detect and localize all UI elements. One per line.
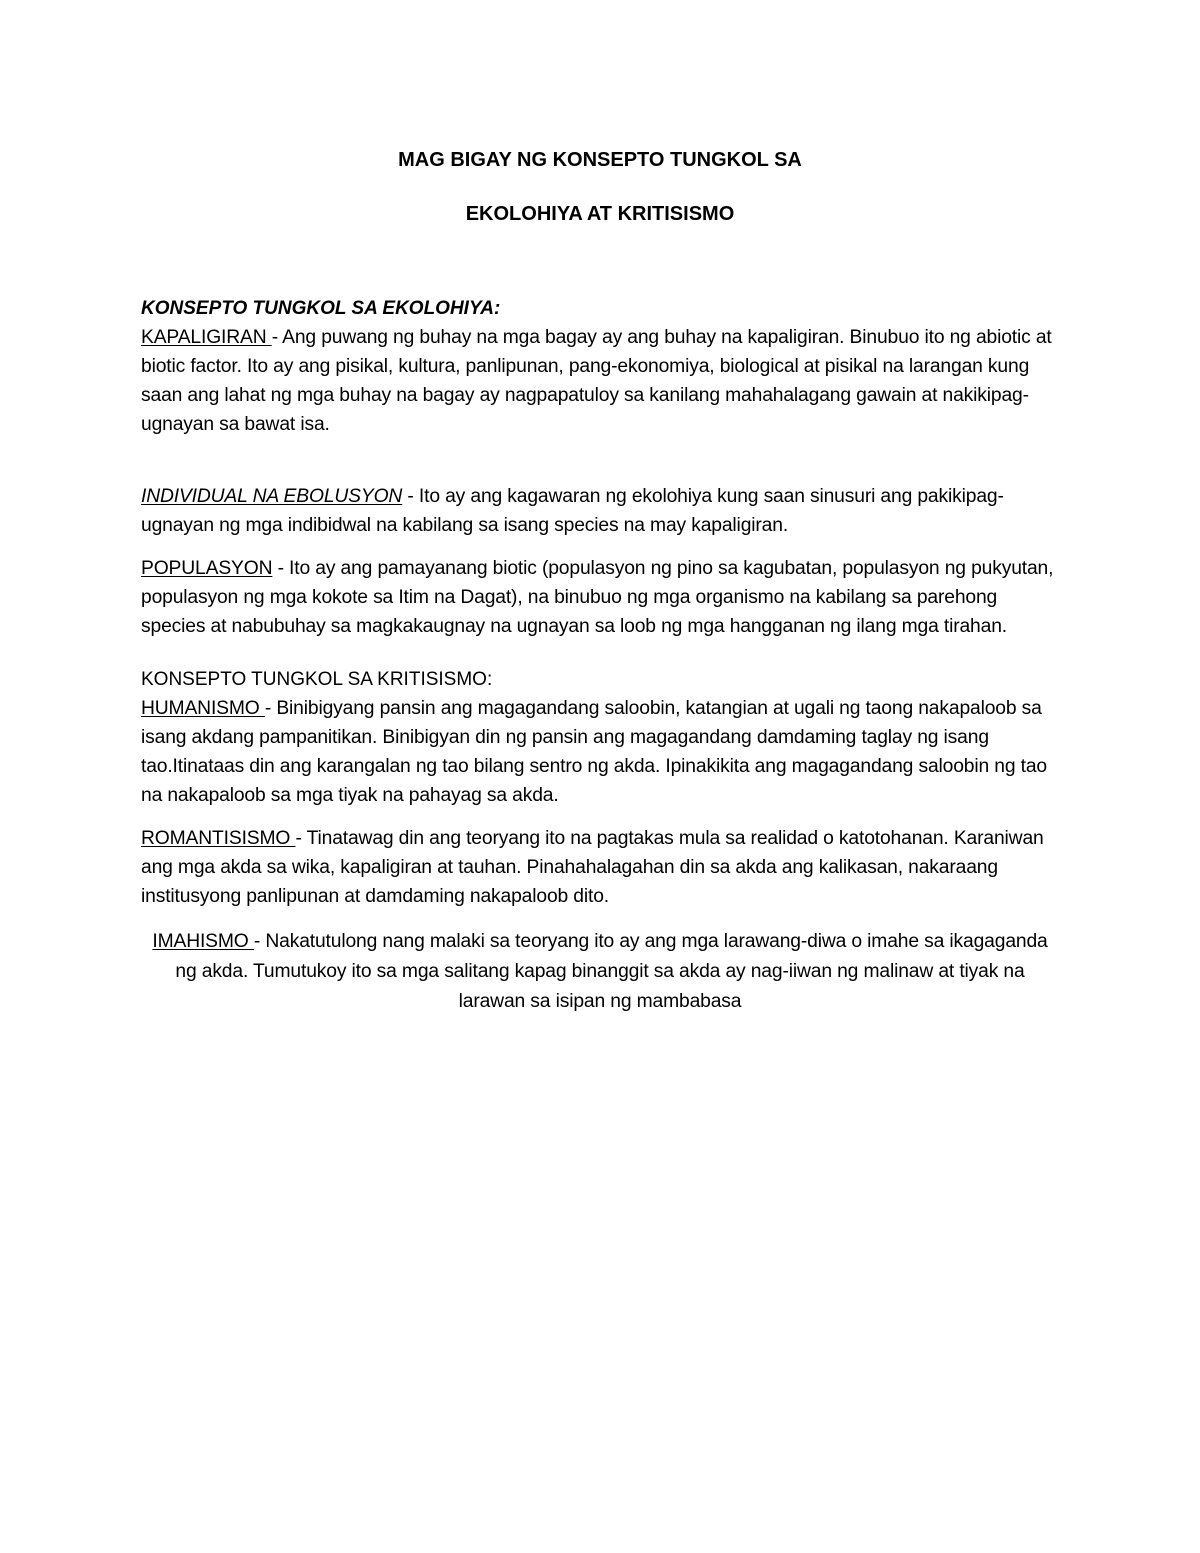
paragraph-individual-na-ebolusyon	[141, 482, 1059, 540]
section-heading-kritisismo: KONSEPTO TUNGKOL SA KRITISISMO:	[141, 669, 493, 690]
paragraph-humanismo	[141, 694, 1059, 810]
term-romantisismo: ROMANTISISMO	[141, 828, 296, 849]
paragraph-romantisismo	[141, 824, 1059, 911]
document-title-line-1: MAG BIGAY NG KONSEPTO TUNGKOL SA	[398, 149, 802, 171]
definition-kapaligiran: - Ang puwang ng buhay na mga bagay ay ang buhay na kapaligiran. Binubuo ito ng abiotic at biotic factor. Ito ay ang pisikal, kultura, panlipunan, pang-ekonomiya, biological at pisikal na larangan kung saan ang lahat ng mga buhay na bagay ay nagpapatuloy sa kanilang mahahalagang gawain at nakikipag-ugnayan sa bawat isa.	[141, 327, 1052, 435]
document-body	[141, 140, 1059, 1017]
section-heading-ekolohiya: KONSEPTO TUNGKOL SA EKOLOHIYA:	[141, 298, 501, 319]
term-populasyon: POPULASYON	[141, 558, 273, 579]
term-kapaligiran: KAPALIGIRAN	[141, 327, 272, 348]
paragraph-kapaligiran	[141, 323, 1059, 439]
term-humanismo: HUMANISMO	[141, 698, 265, 719]
paragraph-imahismo	[141, 927, 1059, 1017]
term-individual-na-ebolusyon: INDIVIDUAL NA EBOLUSYON	[141, 486, 403, 507]
paragraph-populasyon	[141, 554, 1059, 641]
definition-populasyon: - Ito ay ang pamayanang biotic (populasyon ng pino sa kagubatan, populasyon ng pukyutan, populasyon ng mga kokote sa Itim na Dagat), na binubuo ng mga organismo na kabilang sa parehong species at nabubuhay sa magkakaugnay na ugnayan sa loob ng mga hangganan ng ilang mga tirahan.	[141, 558, 1054, 637]
document-title-line-2: EKOLOHIYA AT KRITISISMO	[465, 203, 735, 225]
term-imahismo: IMAHISMO	[152, 931, 254, 952]
definition-imahismo: - Nakatutulong nang malaki sa teoryang ito ay ang mga larawang-diwa o imahe sa ikagaganda ng akda. Tumutukoy ito sa mga salitang kapag binanggit sa akda ay nag-iiwan ng malinaw at tiyak na larawan sa isipan ng mambabasa	[175, 931, 1048, 1012]
definition-romantisismo: - Tinatawag din ang teoryang ito na pagtakas mula sa realidad o katotohanan. Karaniwan ang mga akda sa wika, kapaligiran at tauhan. Pinahahalagahan din sa akda ang kalikasan, nakaraang institusyong panlipunan at damdaming nakapaloob dito.	[141, 828, 1044, 907]
definition-individual-na-ebolusyon: - Ito ay ang kagawaran ng ekolohiya kung saan sinusuri ang pakikipag-ugnayan ng mga indibidwal na kabilang sa isang species na may kapaligiran.	[141, 486, 1004, 536]
definition-humanismo: - Binibigyang pansin ang magagandang saloobin, katangian at ugali ng taong nakapaloob sa isang akdang pampanitikan. Binibigyan din ng pansin ang magagandang damdaming taglay ng isang tao.Itinataas din ang karangalan ng tao bilang sentro ng akda. Ipinakikita ang magagandang saloobin ng tao na nakapaloob sa mga tiyak na pahayag sa akda.	[141, 698, 1048, 806]
